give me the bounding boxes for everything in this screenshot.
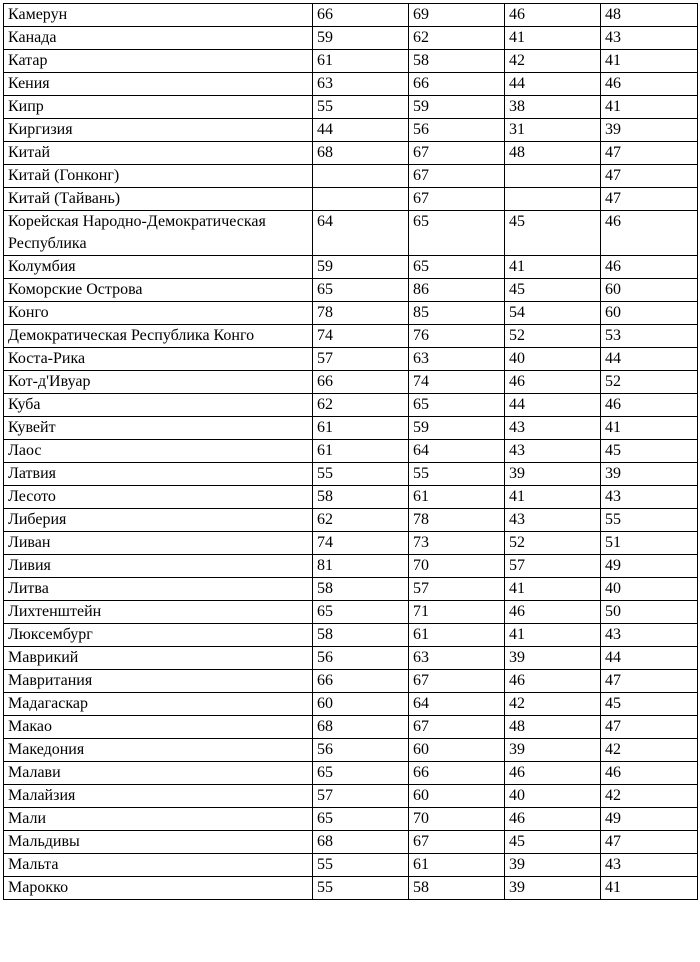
country-name-cell: Катар	[4, 50, 313, 73]
country-name-cell: Китай	[4, 142, 313, 165]
value-cell-4: 47	[601, 188, 698, 211]
value-cell-3: 39	[505, 877, 601, 900]
value-cell-1: 56	[313, 647, 409, 670]
value-cell-4: 44	[601, 647, 698, 670]
country-name-cell: Лесото	[4, 486, 313, 509]
value-cell-2: 56	[409, 119, 505, 142]
value-cell-4: 45	[601, 693, 698, 716]
value-cell-1: 59	[313, 256, 409, 279]
country-name-cell: Ливан	[4, 532, 313, 555]
value-cell-2: 85	[409, 302, 505, 325]
table-row	[4, 463, 698, 486]
table-row	[4, 509, 698, 532]
country-name-cell: Люксембург	[4, 624, 313, 647]
value-cell-2: 65	[409, 256, 505, 279]
value-cell-3	[505, 165, 601, 188]
country-name-cell: Кувейт	[4, 417, 313, 440]
value-cell-1: 62	[313, 394, 409, 417]
value-cell-1: 55	[313, 877, 409, 900]
value-cell-3: 52	[505, 532, 601, 555]
country-data-table	[3, 3, 698, 900]
value-cell-3: 38	[505, 96, 601, 119]
value-cell-1: 61	[313, 417, 409, 440]
value-cell-4: 53	[601, 325, 698, 348]
country-name-cell: Мальта	[4, 854, 313, 877]
value-cell-4: 60	[601, 279, 698, 302]
value-cell-2: 67	[409, 165, 505, 188]
value-cell-4: 55	[601, 509, 698, 532]
value-cell-1: 66	[313, 4, 409, 27]
table-row	[4, 693, 698, 716]
table-row	[4, 739, 698, 762]
value-cell-3: 52	[505, 325, 601, 348]
table-row	[4, 256, 698, 279]
value-cell-4: 45	[601, 440, 698, 463]
value-cell-3: 40	[505, 785, 601, 808]
country-name-cell: Кот-д'Ивуар	[4, 371, 313, 394]
value-cell-4: 47	[601, 831, 698, 854]
value-cell-2: 63	[409, 348, 505, 371]
table-row	[4, 325, 698, 348]
value-cell-1: 68	[313, 716, 409, 739]
country-name-cell: Китай (Тайвань)	[4, 188, 313, 211]
value-cell-4: 43	[601, 624, 698, 647]
value-cell-4: 42	[601, 785, 698, 808]
table-row	[4, 532, 698, 555]
value-cell-3: 41	[505, 578, 601, 601]
value-cell-4: 50	[601, 601, 698, 624]
country-name-cell: Киргизия	[4, 119, 313, 142]
country-name-cell: Куба	[4, 394, 313, 417]
country-name-cell: Лаос	[4, 440, 313, 463]
value-cell-3: 48	[505, 142, 601, 165]
value-cell-3: 54	[505, 302, 601, 325]
value-cell-1: 64	[313, 211, 409, 256]
value-cell-3: 40	[505, 348, 601, 371]
table-row	[4, 762, 698, 785]
value-cell-2: 61	[409, 624, 505, 647]
table-row	[4, 4, 698, 27]
table-row	[4, 188, 698, 211]
value-cell-4: 51	[601, 532, 698, 555]
table-row	[4, 50, 698, 73]
value-cell-4: 39	[601, 463, 698, 486]
table-row	[4, 440, 698, 463]
country-name-cell: Литва	[4, 578, 313, 601]
value-cell-3: 39	[505, 647, 601, 670]
value-cell-1: 62	[313, 509, 409, 532]
table-row	[4, 27, 698, 50]
value-cell-1: 68	[313, 831, 409, 854]
value-cell-4: 47	[601, 716, 698, 739]
value-cell-4: 46	[601, 256, 698, 279]
country-name-cell: Малави	[4, 762, 313, 785]
value-cell-4: 43	[601, 854, 698, 877]
table-row	[4, 371, 698, 394]
value-cell-2: 61	[409, 486, 505, 509]
value-cell-2: 78	[409, 509, 505, 532]
value-cell-2: 62	[409, 27, 505, 50]
table-row	[4, 808, 698, 831]
value-cell-4: 47	[601, 670, 698, 693]
value-cell-1	[313, 165, 409, 188]
value-cell-3: 45	[505, 211, 601, 256]
table-row	[4, 119, 698, 142]
value-cell-4: 49	[601, 555, 698, 578]
country-name-cell: Либерия	[4, 509, 313, 532]
value-cell-2: 67	[409, 716, 505, 739]
country-name-cell: Кипр	[4, 96, 313, 119]
value-cell-2: 66	[409, 762, 505, 785]
value-cell-3: 48	[505, 716, 601, 739]
value-cell-4: 43	[601, 486, 698, 509]
country-name-cell: Мавритания	[4, 670, 313, 693]
value-cell-3: 46	[505, 371, 601, 394]
table-row	[4, 877, 698, 900]
table-row	[4, 417, 698, 440]
table-row	[4, 279, 698, 302]
country-name-cell: Ливия	[4, 555, 313, 578]
country-name-cell: Макао	[4, 716, 313, 739]
table-row	[4, 96, 698, 119]
country-name-cell: Маврикий	[4, 647, 313, 670]
value-cell-4: 41	[601, 877, 698, 900]
value-cell-4: 46	[601, 762, 698, 785]
value-cell-4: 47	[601, 165, 698, 188]
value-cell-4: 39	[601, 119, 698, 142]
value-cell-4: 44	[601, 348, 698, 371]
value-cell-2: 70	[409, 808, 505, 831]
value-cell-2: 76	[409, 325, 505, 348]
value-cell-1: 65	[313, 601, 409, 624]
value-cell-3: 45	[505, 831, 601, 854]
value-cell-2: 59	[409, 417, 505, 440]
value-cell-4: 48	[601, 4, 698, 27]
table-row	[4, 142, 698, 165]
value-cell-2: 67	[409, 188, 505, 211]
value-cell-2: 55	[409, 463, 505, 486]
country-name-cell: Мали	[4, 808, 313, 831]
value-cell-3	[505, 188, 601, 211]
value-cell-1: 63	[313, 73, 409, 96]
value-cell-3: 42	[505, 50, 601, 73]
country-name-cell: Корейская Народно-Демократическая Республика	[4, 211, 313, 256]
table-row	[4, 601, 698, 624]
value-cell-3: 41	[505, 27, 601, 50]
value-cell-3: 44	[505, 394, 601, 417]
value-cell-3: 39	[505, 739, 601, 762]
value-cell-3: 41	[505, 624, 601, 647]
value-cell-3: 44	[505, 73, 601, 96]
value-cell-1: 57	[313, 348, 409, 371]
value-cell-3: 41	[505, 256, 601, 279]
country-name-cell: Лихтенштейн	[4, 601, 313, 624]
value-cell-2: 58	[409, 877, 505, 900]
table-row	[4, 486, 698, 509]
value-cell-4: 46	[601, 394, 698, 417]
country-name-cell: Малайзия	[4, 785, 313, 808]
table-row	[4, 831, 698, 854]
value-cell-3: 41	[505, 486, 601, 509]
value-cell-1: 74	[313, 325, 409, 348]
table-row	[4, 165, 698, 188]
value-cell-1: 74	[313, 532, 409, 555]
value-cell-4: 41	[601, 50, 698, 73]
value-cell-1	[313, 188, 409, 211]
value-cell-3: 46	[505, 4, 601, 27]
value-cell-2: 67	[409, 142, 505, 165]
country-name-cell: Канада	[4, 27, 313, 50]
value-cell-3: 46	[505, 762, 601, 785]
value-cell-4: 41	[601, 417, 698, 440]
value-cell-1: 58	[313, 486, 409, 509]
value-cell-1: 65	[313, 279, 409, 302]
value-cell-2: 58	[409, 50, 505, 73]
table-row	[4, 624, 698, 647]
value-cell-4: 41	[601, 96, 698, 119]
value-cell-3: 57	[505, 555, 601, 578]
value-cell-4: 49	[601, 808, 698, 831]
value-cell-1: 78	[313, 302, 409, 325]
value-cell-2: 60	[409, 739, 505, 762]
country-name-cell: Конго	[4, 302, 313, 325]
table-row	[4, 348, 698, 371]
value-cell-2: 61	[409, 854, 505, 877]
country-name-cell: Латвия	[4, 463, 313, 486]
country-name-cell: Китай (Гонконг)	[4, 165, 313, 188]
country-name-cell: Коморские Острова	[4, 279, 313, 302]
table-body	[4, 4, 698, 900]
value-cell-3: 43	[505, 440, 601, 463]
value-cell-1: 68	[313, 142, 409, 165]
value-cell-3: 45	[505, 279, 601, 302]
value-cell-2: 64	[409, 440, 505, 463]
value-cell-2: 65	[409, 211, 505, 256]
value-cell-1: 65	[313, 762, 409, 785]
country-name-cell: Мальдивы	[4, 831, 313, 854]
value-cell-2: 70	[409, 555, 505, 578]
value-cell-2: 57	[409, 578, 505, 601]
value-cell-2: 86	[409, 279, 505, 302]
value-cell-1: 44	[313, 119, 409, 142]
table-row	[4, 647, 698, 670]
value-cell-4: 42	[601, 739, 698, 762]
value-cell-2: 67	[409, 831, 505, 854]
country-name-cell: Македония	[4, 739, 313, 762]
value-cell-1: 60	[313, 693, 409, 716]
value-cell-2: 66	[409, 73, 505, 96]
value-cell-2: 74	[409, 371, 505, 394]
country-name-cell: Колумбия	[4, 256, 313, 279]
value-cell-1: 58	[313, 578, 409, 601]
table-row	[4, 211, 698, 256]
value-cell-3: 39	[505, 854, 601, 877]
value-cell-3: 46	[505, 670, 601, 693]
table-row	[4, 854, 698, 877]
value-cell-3: 46	[505, 601, 601, 624]
value-cell-2: 63	[409, 647, 505, 670]
value-cell-3: 39	[505, 463, 601, 486]
value-cell-2: 59	[409, 96, 505, 119]
value-cell-4: 47	[601, 142, 698, 165]
value-cell-2: 73	[409, 532, 505, 555]
value-cell-3: 43	[505, 417, 601, 440]
value-cell-3: 42	[505, 693, 601, 716]
value-cell-1: 66	[313, 670, 409, 693]
value-cell-1: 55	[313, 96, 409, 119]
value-cell-2: 67	[409, 670, 505, 693]
table-row	[4, 73, 698, 96]
country-name-cell: Марокко	[4, 877, 313, 900]
table-row	[4, 785, 698, 808]
value-cell-2: 65	[409, 394, 505, 417]
value-cell-3: 46	[505, 808, 601, 831]
table-row	[4, 578, 698, 601]
value-cell-1: 56	[313, 739, 409, 762]
value-cell-3: 31	[505, 119, 601, 142]
value-cell-2: 71	[409, 601, 505, 624]
table-row	[4, 302, 698, 325]
value-cell-4: 46	[601, 211, 698, 256]
value-cell-1: 66	[313, 371, 409, 394]
value-cell-1: 55	[313, 463, 409, 486]
country-name-cell: Демократическая Республика Конго	[4, 325, 313, 348]
value-cell-1: 59	[313, 27, 409, 50]
value-cell-4: 40	[601, 578, 698, 601]
value-cell-1: 65	[313, 808, 409, 831]
country-name-cell: Коста-Рика	[4, 348, 313, 371]
value-cell-2: 64	[409, 693, 505, 716]
value-cell-1: 81	[313, 555, 409, 578]
value-cell-1: 61	[313, 50, 409, 73]
value-cell-1: 58	[313, 624, 409, 647]
value-cell-4: 46	[601, 73, 698, 96]
value-cell-1: 61	[313, 440, 409, 463]
value-cell-1: 55	[313, 854, 409, 877]
value-cell-2: 60	[409, 785, 505, 808]
value-cell-2: 69	[409, 4, 505, 27]
value-cell-3: 43	[505, 509, 601, 532]
value-cell-4: 43	[601, 27, 698, 50]
country-name-cell: Кения	[4, 73, 313, 96]
table-row	[4, 670, 698, 693]
table-row	[4, 394, 698, 417]
value-cell-4: 60	[601, 302, 698, 325]
value-cell-1: 57	[313, 785, 409, 808]
table-row	[4, 716, 698, 739]
table-row	[4, 555, 698, 578]
country-name-cell: Мадагаскар	[4, 693, 313, 716]
value-cell-4: 52	[601, 371, 698, 394]
country-name-cell: Камерун	[4, 4, 313, 27]
